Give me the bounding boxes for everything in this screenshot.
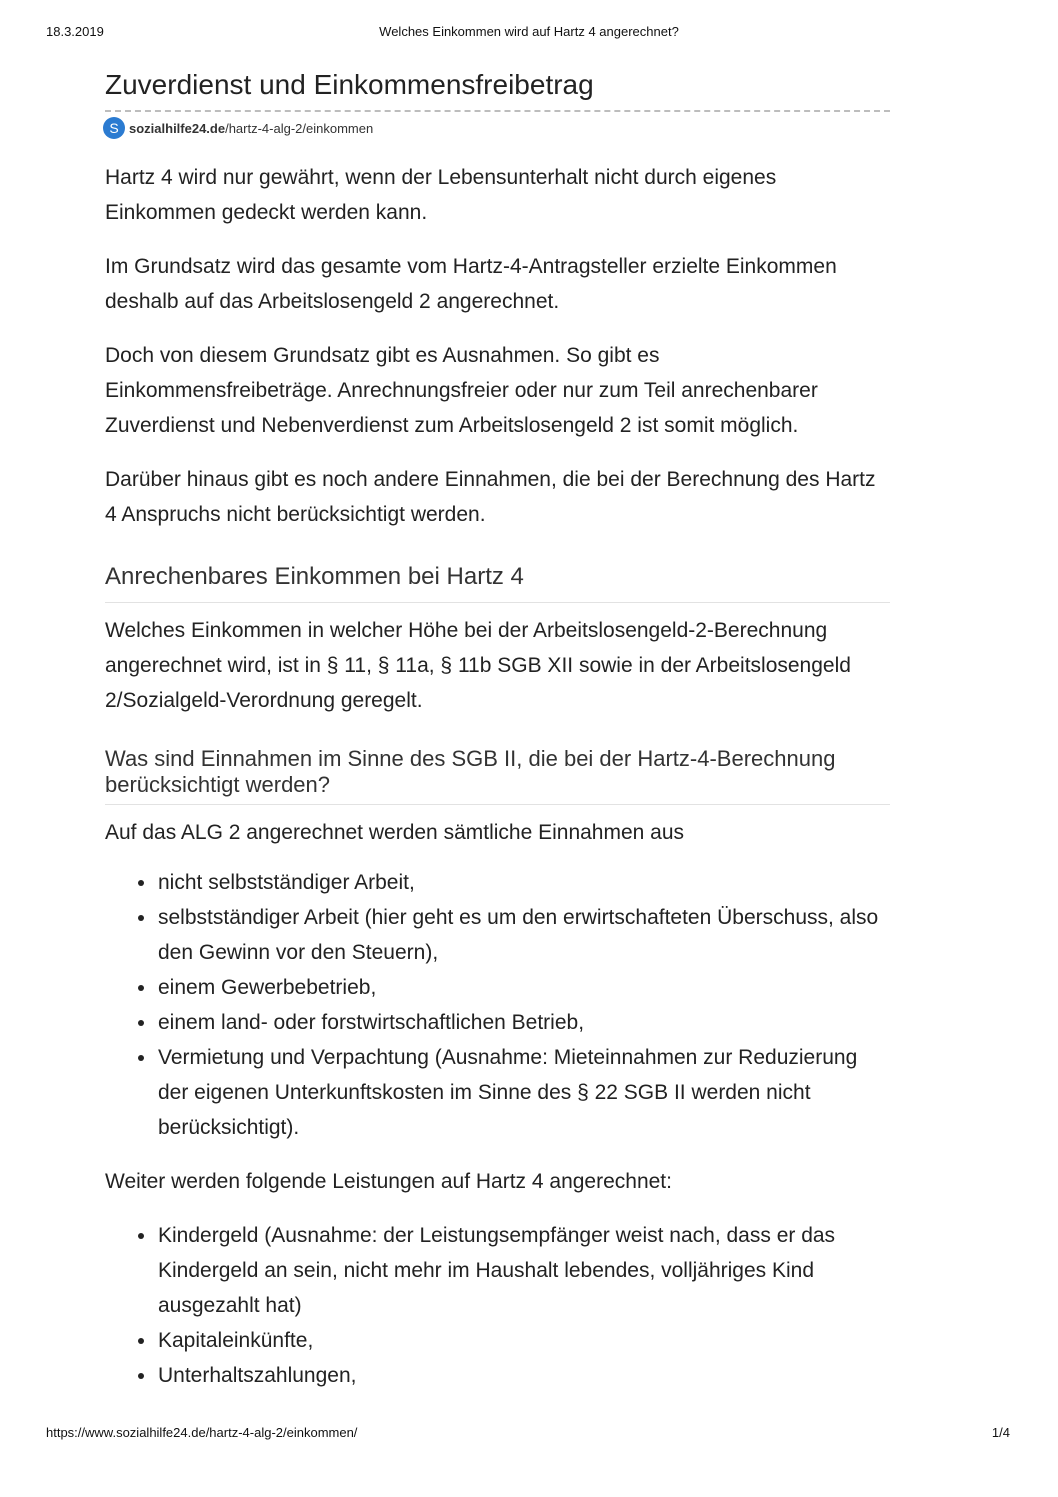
list-item: Vermietung und Verpachtung (Ausnahme: Mieteinnahmen zur Reduzierung der eigenen Unterkunftskosten im Sinne des § 22 SGB II werden nicht berücksichtigt). — [158, 1040, 890, 1145]
article — [105, 66, 890, 1393]
page-number: 1/4 — [991, 1425, 1010, 1440]
site-logo-icon: S — [103, 117, 125, 139]
print-date: 18.3.2019 — [46, 24, 104, 39]
article-title: Zuverdienst und Einkommensfreibetrag — [105, 66, 890, 112]
list-item: selbstständiger Arbeit (hier geht es um den erwirtschafteten Überschuss, also den Gewinn vor den Steuern), — [158, 900, 890, 970]
source-link[interactable] — [105, 116, 890, 140]
list-item: einem land- oder forstwirtschaftlichen Betrieb, — [158, 1005, 890, 1040]
print-header — [0, 24, 1058, 44]
paragraph: Im Grundsatz wird das gesamte vom Hartz-4-Antragsteller erzielte Einkommen deshalb auf das Arbeitslosengeld 2 angerechnet. — [105, 255, 837, 313]
paragraph: Hartz 4 wird nur gewährt, wenn der Lebensunterhalt nicht durch eigenes Einkommen gedeckt werden kann. — [105, 166, 777, 224]
list-item: Kindergeld (Ausnahme: der Leistungsempfänger weist nach, dass er das Kindergeld an sein, nicht mehr im Haushalt lebendes, volljähriges Kind ausgezahlt hat) — [158, 1218, 890, 1323]
benefits-list — [105, 1218, 890, 1393]
list-intro: Weiter werden folgende Leistungen auf Hartz 4 angerechnet: — [105, 1170, 672, 1193]
section-heading: Anrechenbares Einkommen bei Hartz 4 — [105, 562, 890, 603]
print-document-title: Welches Einkommen wird auf Hartz 4 angerechnet? — [379, 24, 679, 39]
list-item: nicht selbstständiger Arbeit, — [158, 865, 890, 900]
print-footer — [0, 1425, 1058, 1445]
paragraph: Darüber hinaus gibt es noch andere Einnahmen, die bei der Berechnung des Hartz 4 Anspruchs nicht berücksichtigt werden. — [105, 468, 876, 526]
source-path: /hartz-4-alg-2/einkommen — [225, 120, 374, 136]
income-sources-list — [105, 865, 890, 1145]
list-item: Unterhaltszahlungen, — [158, 1358, 890, 1393]
list-item: Kapitaleinkünfte, — [158, 1323, 890, 1358]
paragraph: Welches Einkommen in welcher Höhe bei der Arbeitslosengeld-2-Berechnung angerechnet wird, ist in § 11, § 11a, § 11b SGB XII sowie in der Arbeitslosengeld 2/Sozialgeld-Verordnung geregelt. — [105, 619, 851, 712]
source-domain: sozialhilfe24.de — [129, 120, 226, 136]
list-item: einem Gewerbebetrieb, — [158, 970, 890, 1005]
paragraph: Doch von diesem Grundsatz gibt es Ausnahmen. So gibt es Einkommensfreibeträge. Anrechnungsfreier oder nur zum Teil anrechenbarer Zuverdienst und Nebenverdienst zum Arbeitslosengeld 2 ist somit möglich. — [105, 344, 818, 437]
subsection-heading: Was sind Einnahmen im Sinne des SGB II, die bei der Hartz-4-Berechnung berücksichtigt werden? — [105, 746, 890, 805]
list-intro: Auf das ALG 2 angerechnet werden sämtliche Einnahmen aus — [105, 821, 685, 844]
page-url: https://www.sozialhilfe24.de/hartz-4-alg-2/einkommen/ — [46, 1425, 358, 1440]
